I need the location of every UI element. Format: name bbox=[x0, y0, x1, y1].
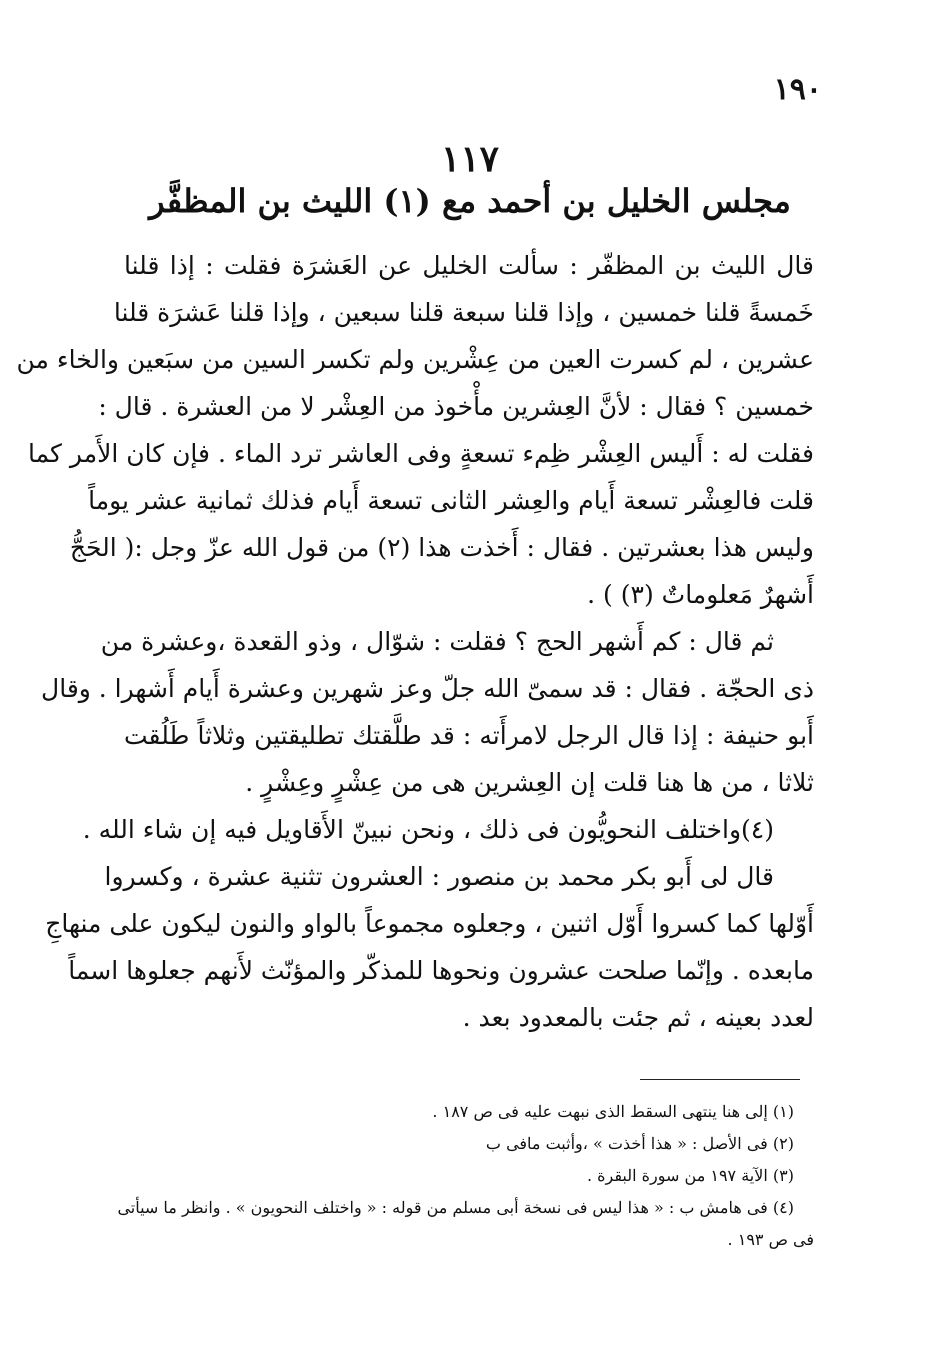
body-line: قلت فالعِشْر تسعة أَيام والعِشر الثانى تسعة أَيام فذلك ثمانية عشر يوماً bbox=[88, 486, 814, 515]
chapter-heading: مجلس الخليل بن أحمد مع (١) الليث بن المظفَّر bbox=[149, 182, 791, 220]
body-line: وليس هذا بعشرتين . فقال : أَخذت هذا (٢) من قول الله عزّ وجل :( الحَجُّ bbox=[69, 533, 814, 562]
body-line: أَشهرٌ مَعلوماتٌ (٣) ) . bbox=[587, 580, 814, 609]
body-line: عشرين ، لم كسرت العين من عِشْرين ولم تكسر السين من سبَعين والخاء من bbox=[16, 345, 814, 374]
footnote-divider bbox=[640, 1079, 800, 1080]
section-number: ١١٧ bbox=[440, 138, 499, 180]
body-line: مابعده . وإنّما صلحت عشرون ونحوها للمذكّر والمؤنّث لأَنهم جعلوها اسماً bbox=[68, 956, 814, 985]
body-line: أَوّلها كما كسروا أَوّل اثنين ، وجعلوه مجموعاً بالواو والنون ليكون على منهاجِ bbox=[45, 909, 814, 938]
body-line: ذى الحجّة . فقال : قد سمىّ الله جلّ وعز شهرين وعشرة أَيام أَشهرا . وقال bbox=[41, 674, 814, 703]
footnote-item: فى ص ١٩٣ . bbox=[727, 1230, 814, 1249]
page-number: ١٩٠ bbox=[773, 72, 822, 107]
body-line: فقلت له : أَليس العِشْر ظِمء تسعةٍ وفى العاشر ترد الماء . فإن كان الأَمر كما bbox=[27, 439, 814, 468]
body-line: ثلاثا ، من ها هنا قلت إن العِشرين هى من عِشْرٍ وعِشْرٍ . bbox=[245, 768, 814, 797]
body-line: خمسين ؟ فقال : لأنَّ العِشرين مأْخوذ من العِشْر لا من العشرة . قال : bbox=[98, 392, 814, 421]
body-line: قال لى أَبو بكر محمد بن منصور : العشرون تثنية عشرة ، وكسروا bbox=[104, 862, 774, 891]
body-line: خَمسةً قلنا خمسين ، وإذا قلنا سبعة قلنا سبعين ، وإذا قلنا عَشرَة قلنا bbox=[113, 298, 814, 327]
body-line: ثم قال : كم أَشهر الحج ؟ فقلت : شوّال ، وذو القعدة ،وعشرة من bbox=[100, 627, 774, 656]
body-line: أَبو حنيفة : إذا قال الرجل لامرأَته : قد طلَّقتك تطليقتين وثلاثاً طَلُقت bbox=[124, 721, 814, 750]
footnote-item: (٢) فى الأصل : « هذا أخذت » ،وأثبت مافى ب bbox=[485, 1134, 794, 1153]
footnote-item: (١) إلى هنا ينتهى السقط الذى نبهت عليه فى ص ١٨٧ . bbox=[432, 1102, 794, 1121]
body-line: (٤)واختلف النحويُّون فى ذلك ، ونحن نبينّ الأَقاويل فيه إن شاء الله . bbox=[82, 815, 774, 844]
footnote-item: (٣) الآية ١٩٧ من سورة البقرة . bbox=[586, 1166, 794, 1185]
body-line: لعدد بعينه ، ثم جئت بالمعدود بعد . bbox=[462, 1003, 814, 1032]
footnotes bbox=[117, 1096, 814, 1256]
footnote-item: (٤) فى هامش ب : « هذا ليس فى نسخة أبى مسلم من قوله : « واختلف النحويون » . وانظر ما سيأتى bbox=[117, 1198, 794, 1217]
body-text bbox=[16, 242, 814, 1041]
body-line: قال الليث بن المظفّر : سألت الخليل عن العَشرَة فقلت : إذا قلنا bbox=[124, 251, 814, 280]
